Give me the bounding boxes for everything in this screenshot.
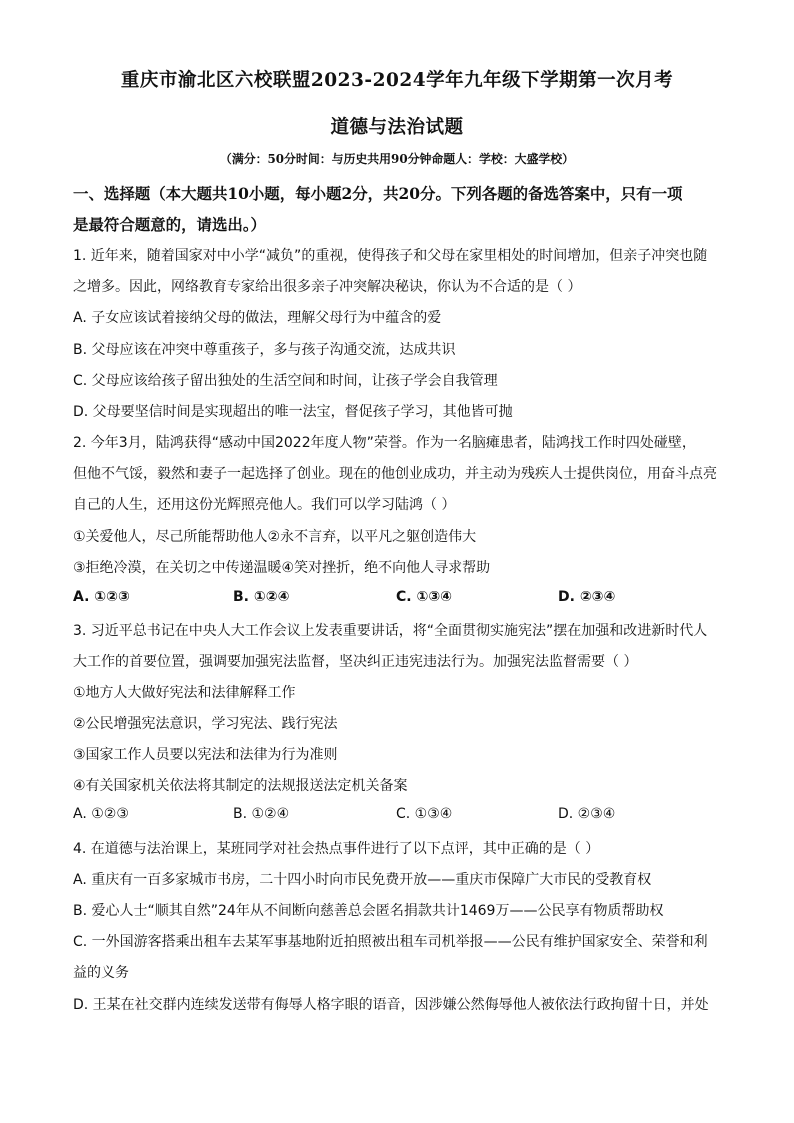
- q3-item-line: ②公民增强宪法意识，学习宪法、践行宪法: [73, 716, 338, 732]
- q1-option-c: C. 父母应该给孩子留出独处的生活空间和时间，让孩子学会自我管理: [73, 373, 498, 389]
- q4-option-d: D. 王某在社交群内连续发送带有侮辱人格字眼的语音，因涉嫌公然侮辱他人被依法行政拘留十日，并处: [73, 997, 709, 1013]
- q4-option-c: C. 一外国游客搭乘出租车去某军事基地附近拍照被出租车司机举报——公民有维护国家安全、荣誉和利: [73, 934, 708, 950]
- q3-choice-c: C. ①③④: [396, 806, 453, 822]
- section-heading: 一、选择题（本大题共10小题，每小题2分，共20分。下列各题的备选答案中，只有一项: [73, 184, 683, 203]
- q3-stem-line: 3. 习近平总书记在中央人大工作会议上发表重要讲话，将“全面贯彻实施宪法”摆在加强和改进新时代人: [73, 623, 708, 639]
- q2-choice-d: D. ②③④: [558, 589, 616, 605]
- q4-option-a: A. 重庆有一百多家城市书房，二十四小时向市民免费开放——重庆市保障广大市民的受教育权: [73, 872, 652, 888]
- q4-stem-line: 4. 在道德与法治课上，某班同学对社会热点事件进行了以下点评，其中正确的是（ ）: [73, 841, 600, 857]
- q3-choice-a: A. ①②③: [73, 806, 129, 822]
- q3-item-line: ④有关国家机关依法将其制定的法规报送法定机关备案: [73, 778, 408, 794]
- q2-stem-line: 自己的人生，还用这份光辉照亮他人。我们可以学习陆鸿（ ）: [73, 497, 456, 513]
- q3-stem-line: 大工作的首要位置，强调要加强宪法监督，坚决纠正违宪违法行为。加强宪法监督需要（ ）: [73, 654, 638, 670]
- q1-stem-line: 1. 近年来，随着国家对中小学“减负”的重视，使得孩子和父母在家里相处的时间增加，但亲子冲突也随: [73, 248, 708, 264]
- q1-option-b: B. 父母应该在冲突中尊重孩子，多与孩子沟通交流，达成共识: [73, 342, 456, 358]
- q1-option-a: A. 子女应该试着接纳父母的做法，理解父母行为中蕴含的爱: [73, 310, 442, 326]
- q1-stem-line: 之增多。因此，网络教育专家给出很多亲子冲突解决秘诀，你认为不合适的是（ ）: [73, 279, 582, 295]
- exam-info: （满分：50分时间：与历史共用90分钟命题人：学校：大盛学校）: [219, 152, 575, 166]
- q3-choice-b: B. ①②④: [233, 806, 290, 822]
- q3-item-line: ③国家工作人员要以宪法和法律为行为准则: [73, 747, 338, 763]
- q2-item-line: ①关爱他人，尽己所能帮助他人②永不言弃，以平凡之躯创造伟大: [73, 529, 477, 545]
- q3-choice-d: D. ②③④: [558, 806, 616, 822]
- q4-option-c-cont: 益的义务: [73, 965, 129, 981]
- q2-choice-c: C. ①③④: [396, 589, 453, 605]
- q2-stem-line: 但他不气馁，毅然和妻子一起选择了创业。现在的他创业成功，并主动为残疾人士提供岗位，用奋斗点亮: [73, 466, 717, 482]
- section-heading-cont: 是最符合题意的，请选出。）: [73, 215, 266, 234]
- q1-option-d: D. 父母要坚信时间是实现超出的唯一法宝，督促孩子学习，其他皆可抛: [73, 404, 513, 420]
- q2-choice-a: A. ①②③: [73, 589, 130, 605]
- q3-item-line: ①地方人大做好宪法和法律解释工作: [73, 685, 296, 701]
- q2-choice-b: B. ①②④: [233, 589, 290, 605]
- q2-stem-line: 2. 今年3月，陆鸿获得“感动中国2022年度人物”荣誉。作为一名脑瘫患者，陆鸿找工作时四处碰壁，: [73, 435, 696, 451]
- q4-option-b: B. 爱心人士“顺其自然”24年从不间断向慈善总会匿名捐款共计1469万——公民享有物质帮助权: [73, 903, 664, 919]
- exam-subject-title: 道德与法治试题: [330, 117, 464, 138]
- q2-item-line: ③拒绝冷漠，在关切之中传递温暖④笑对挫折，绝不向他人寻求帮助: [73, 560, 491, 576]
- exam-title: 重庆市渝北区六校联盟2023-2024学年九年级下学期第一次月考: [120, 70, 674, 91]
